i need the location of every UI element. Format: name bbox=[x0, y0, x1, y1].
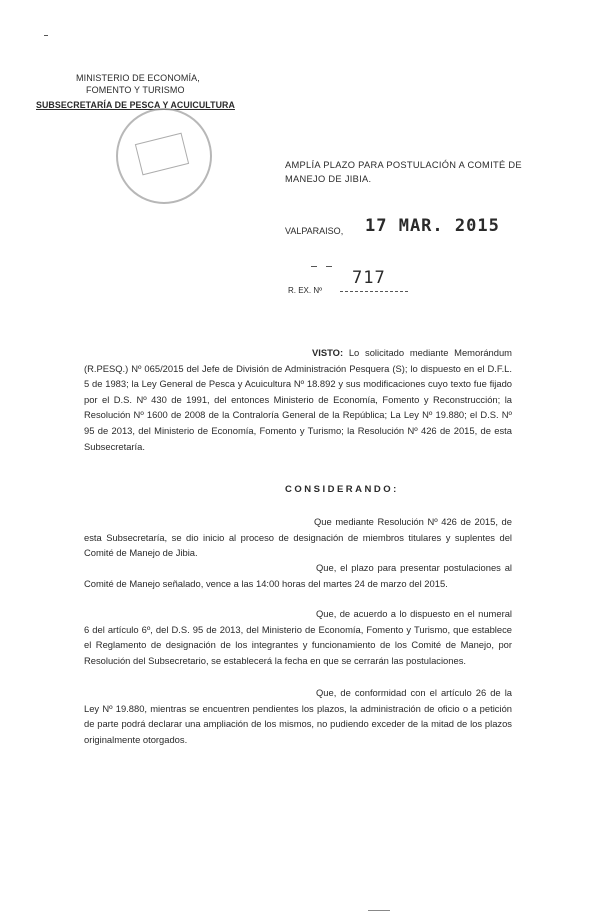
resolution-number: 717 bbox=[352, 268, 386, 288]
resolution-subject bbox=[285, 158, 545, 186]
subject-line2: MANEJO DE JIBIA. bbox=[285, 174, 372, 184]
ministry-line2: FOMENTO Y TURISMO bbox=[86, 85, 185, 95]
visto-label: VISTO: bbox=[312, 347, 344, 358]
official-stamp bbox=[116, 108, 212, 204]
date-value: 17 MAR. 2015 bbox=[365, 216, 500, 236]
considerando-text-2: Que, el plazo para presentar postulaciones al Comité de Manejo señalado, vence a las 14:00 horas del martes 24 de marzo del 2015. bbox=[84, 562, 512, 589]
resolution-label: R. EX. Nº bbox=[288, 286, 323, 295]
subject-line1: AMPLÍA PLAZO PARA POSTULACIÓN A COMITÉ DE bbox=[285, 160, 522, 170]
scan-mark bbox=[311, 266, 317, 267]
resolution-underline bbox=[340, 291, 408, 292]
considerando-item-1 bbox=[84, 514, 512, 561]
scan-mark bbox=[368, 910, 390, 911]
stamp-seal bbox=[135, 133, 189, 176]
scan-mark bbox=[326, 266, 332, 267]
considerando-item-2 bbox=[84, 560, 512, 591]
date-place: VALPARAISO, bbox=[285, 226, 344, 236]
subsecretaria-header: SUBSECRETARÍA DE PESCA Y ACUICULTURA bbox=[36, 100, 235, 110]
visto-section bbox=[84, 345, 512, 454]
scan-mark bbox=[44, 35, 48, 36]
considerando-item-3 bbox=[84, 606, 512, 668]
considerando-text-1: Que mediante Resolución Nº 426 de 2015, de esta Subsecretaría, se dio inicio al proceso de designación de miembros titulares y suplentes del Comité de Manejo de Jibia. bbox=[84, 516, 512, 559]
considerando-heading: CONSIDERANDO: bbox=[285, 484, 399, 495]
considerando-text-4: Que, de conformidad con el artículo 26 de la Ley Nº 19.880, mientras se encuentren pendientes los plazos, la administración de oficio o a petición de parte podrá declarar una ampliación de los mismos, no pudiendo exceder de la mitad de los plazos originalmente otorgados. bbox=[84, 687, 512, 745]
visto-text: Lo solicitado mediante Memorándum (R.PESQ.) Nº 065/2015 del Jefe de División de Administración Pesquera (S); lo dispuesto en el D.F.L. 5 de 1983; la Ley General de Pesca y Acuicultura Nº 18.892 y sus modificaciones cuyo texto fue fijado por el D.S. Nº 430 de 1991, del entonces Ministerio de Economía, Fomento y Reconstrucción; la Resolución Nº 1600 de 2008 de la Contraloría General de la República; La Ley Nº 19.880; el D.S. Nº 95 de 2013, del Ministerio de Economía, Fomento y Turismo; la Resolución Nº 426 de 2015, de esta Subsecretaría. bbox=[84, 347, 512, 452]
ministry-line1: MINISTERIO DE ECONOMÍA, bbox=[76, 73, 200, 83]
ministry-header bbox=[74, 72, 244, 96]
considerando-text-3: Que, de acuerdo a lo dispuesto en el numeral 6 del artículo 6º, del D.S. 95 de 2013, del Ministerio de Economía, Fomento y Turismo, que establece el Reglamento de designación de los integrantes y funcionamiento de los Comité de Manejo, por Resolución del Subsecretario, se establecerá la fecha en que se cerrarán las postulaciones. bbox=[84, 608, 512, 666]
considerando-item-4 bbox=[84, 685, 512, 747]
